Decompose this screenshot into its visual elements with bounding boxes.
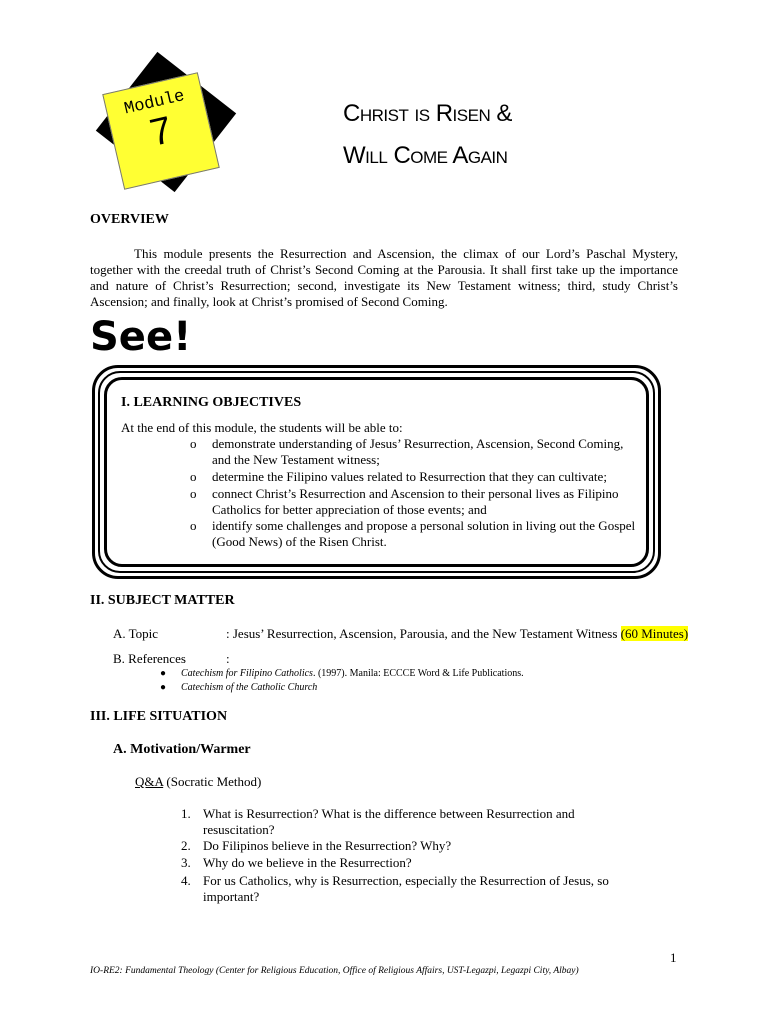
reference-bullet: ● xyxy=(160,682,167,693)
page-footer: IO-RE2: Fundamental Theology (Center for Religious Education, Office of Religious Affairs, UST-Legazpi, Legazpi City, Albay) xyxy=(90,966,579,976)
question-text: Why do we believe in the Resurrection? xyxy=(203,855,412,870)
question-number: 1. xyxy=(181,806,191,821)
objective-marker: o xyxy=(190,486,197,501)
overview-text: This module presents the Resurrection and Ascension, the climax of our Lord’s Paschal Mystery, together with the creedal truth of Christ’s Second Coming at the Parousia. It shall first take up the importance and nature of Christ’s Resurrection; second, investigate its New Testament witness; third, study Christ’s Ascension; and finally, look at Christ’s promised of Second Coming. xyxy=(90,246,678,309)
question-text: What is Resurrection? What is the difference between Resurrection and resuscitation? xyxy=(203,806,575,837)
page-number: 1 xyxy=(670,950,677,965)
objective-text: identify some challenges and propose a personal solution in living out the Gospel (Good News) of the Risen Christ. xyxy=(212,518,636,549)
qa-label: Q&A xyxy=(135,774,164,789)
topic-label: A. Topic xyxy=(113,626,159,641)
qa-method: (Socratic Method) xyxy=(166,774,262,789)
objective-marker: o xyxy=(190,518,197,533)
reference-item xyxy=(181,682,317,693)
objective-marker: o xyxy=(190,469,197,484)
badge-module-label: Module xyxy=(122,87,187,120)
question-text: For us Catholics, why is Resurrection, especially the Resurrection of Jesus, so important? xyxy=(203,873,609,904)
objective-marker: o xyxy=(190,436,197,451)
references-colon: : xyxy=(226,651,230,666)
objective-text: demonstrate understanding of Jesus’ Resurrection, Ascension, Second Coming, and the New Testament witness; xyxy=(212,436,624,467)
reference-item xyxy=(181,668,524,679)
badge-module-number: 7 xyxy=(146,109,177,155)
topic-duration: (60 Minutes) xyxy=(620,626,689,641)
objectives-heading: I. LEARNING OBJECTIVES xyxy=(121,395,302,410)
motivation-heading: A. Motivation/Warmer xyxy=(113,742,251,757)
reference-bullet: ● xyxy=(160,668,167,679)
subject-matter-heading: II. SUBJECT MATTER xyxy=(90,593,235,608)
life-situation-heading: III. LIFE SITUATION xyxy=(90,709,228,724)
question-number: 2. xyxy=(181,838,191,853)
objective-text: determine the Filipino values related to Resurrection that they can cultivate; xyxy=(212,469,607,484)
qa-line xyxy=(135,774,261,790)
question-number: 4. xyxy=(181,873,191,888)
references-label: B. References xyxy=(113,651,186,666)
page-title-line-2: Will Come Again xyxy=(343,142,508,169)
objectives-intro: At the end of this module, the students will be able to: xyxy=(121,420,403,435)
overview-paragraph xyxy=(90,246,678,310)
reference-details: . (1997). Manila: ECCCE Word & Life Publications. xyxy=(312,668,524,679)
see-heading: See! xyxy=(90,314,192,360)
question-text: Do Filipinos believe in the Resurrection? Why? xyxy=(203,838,452,853)
objective-text: connect Christ’s Resurrection and Ascension to their personal lives as Filipino Catholics for better appreciation of those events; and xyxy=(212,486,619,517)
reference-title: Catechism of the Catholic Church xyxy=(181,682,318,693)
topic-value xyxy=(226,626,688,642)
topic-text: : Jesus’ Resurrection, Ascension, Parousia, and the New Testament Witness xyxy=(226,626,618,641)
reference-title: Catechism for Filipino Catholics xyxy=(181,668,313,679)
page-title-line-1: Christ is Risen & xyxy=(343,100,512,127)
overview-heading: OVERVIEW xyxy=(90,212,169,227)
question-number: 3. xyxy=(181,855,191,870)
